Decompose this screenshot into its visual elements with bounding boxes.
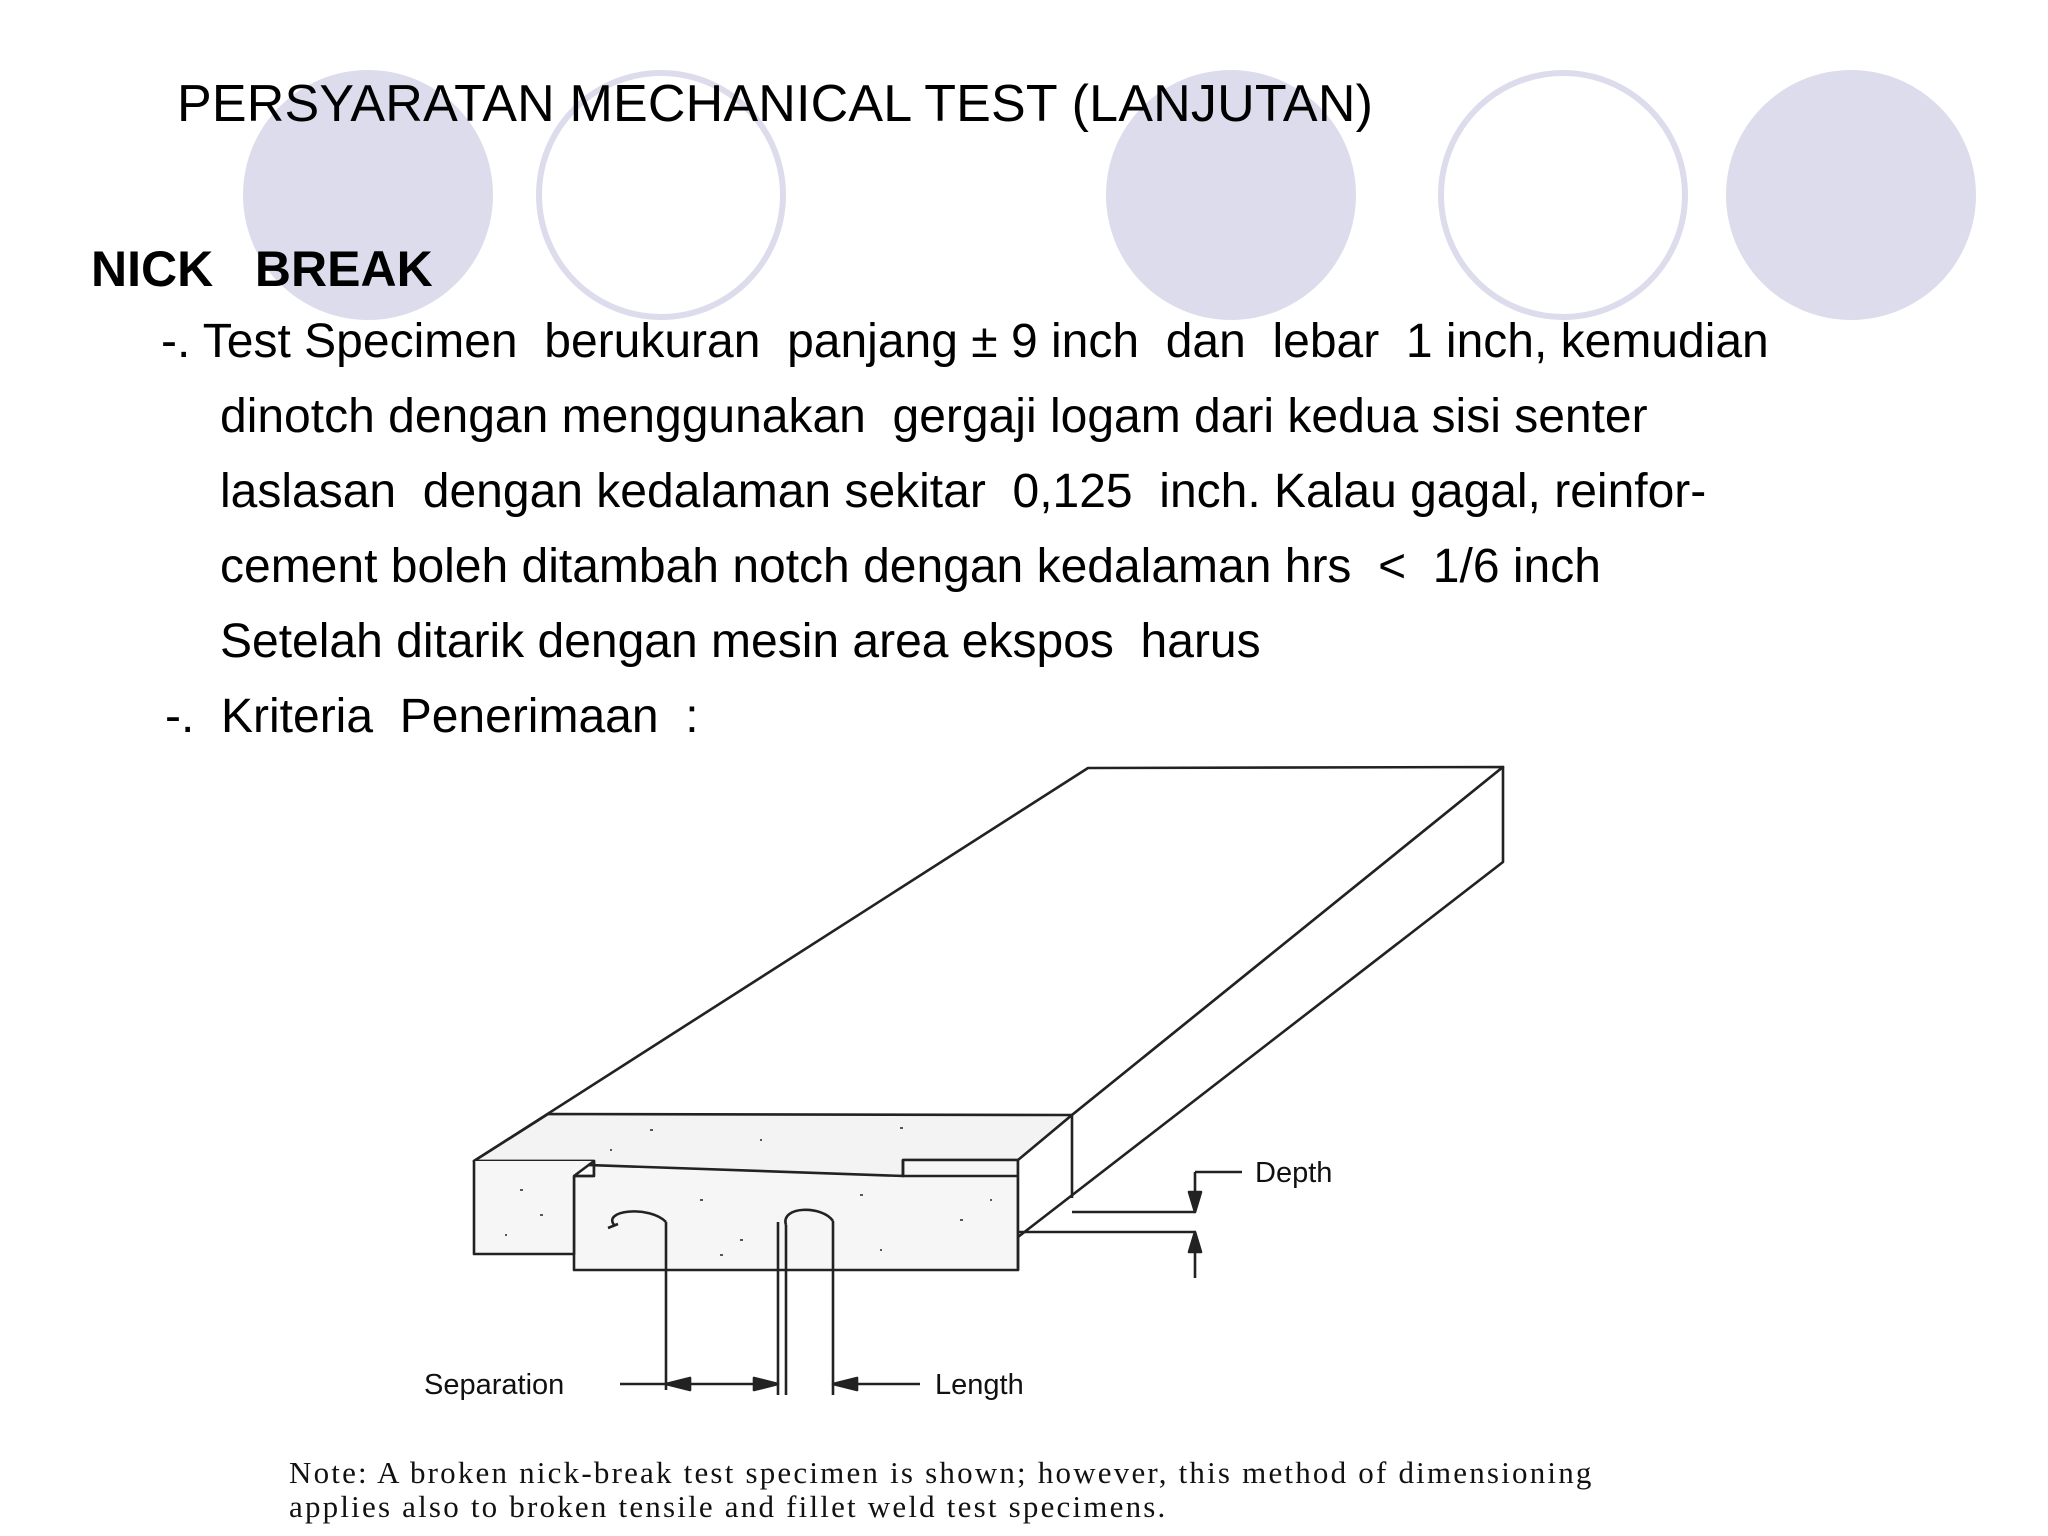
- figure-note-line-1: Note: A broken nick-break test specimen is shown; however, this method of dimensioning: [289, 1455, 1594, 1490]
- depth-label: Depth: [1255, 1157, 1333, 1189]
- bullet-1-line-5: Setelah ditarik dengan mesin area ekspos harus: [220, 615, 1261, 668]
- bullet-1-line-3: laslasan dengan kedalaman sekitar 0,125 inch. Kalau gagal, reinfor-: [220, 465, 1707, 518]
- bullet-1-line-2: dinotch dengan menggunakan gergaji logam dari kedua sisi senter: [220, 390, 1648, 443]
- section-heading: NICK BREAK: [91, 241, 433, 297]
- slide-title: PERSYARATAN MECHANICAL TEST (LANJUTAN): [177, 75, 1374, 133]
- figure-note-line-2: applies also to broken tensile and fillet weld test specimens.: [289, 1489, 1168, 1524]
- bullet-1-line-1: -. Test Specimen berukuran panjang ± 9 inch dan lebar 1 inch, kemudian: [161, 315, 1769, 368]
- bullet-1-line-4: cement boleh ditambah notch dengan kedalaman hrs < 1/6 inch: [220, 540, 1601, 593]
- bullet-marker: -.: [165, 690, 195, 743]
- bullet-marker: -.: [161, 315, 191, 368]
- bullet-2-line-1: -. Kriteria Penerimaan :: [165, 690, 699, 743]
- separation-label: Separation: [424, 1369, 565, 1401]
- length-label: Length: [935, 1369, 1024, 1401]
